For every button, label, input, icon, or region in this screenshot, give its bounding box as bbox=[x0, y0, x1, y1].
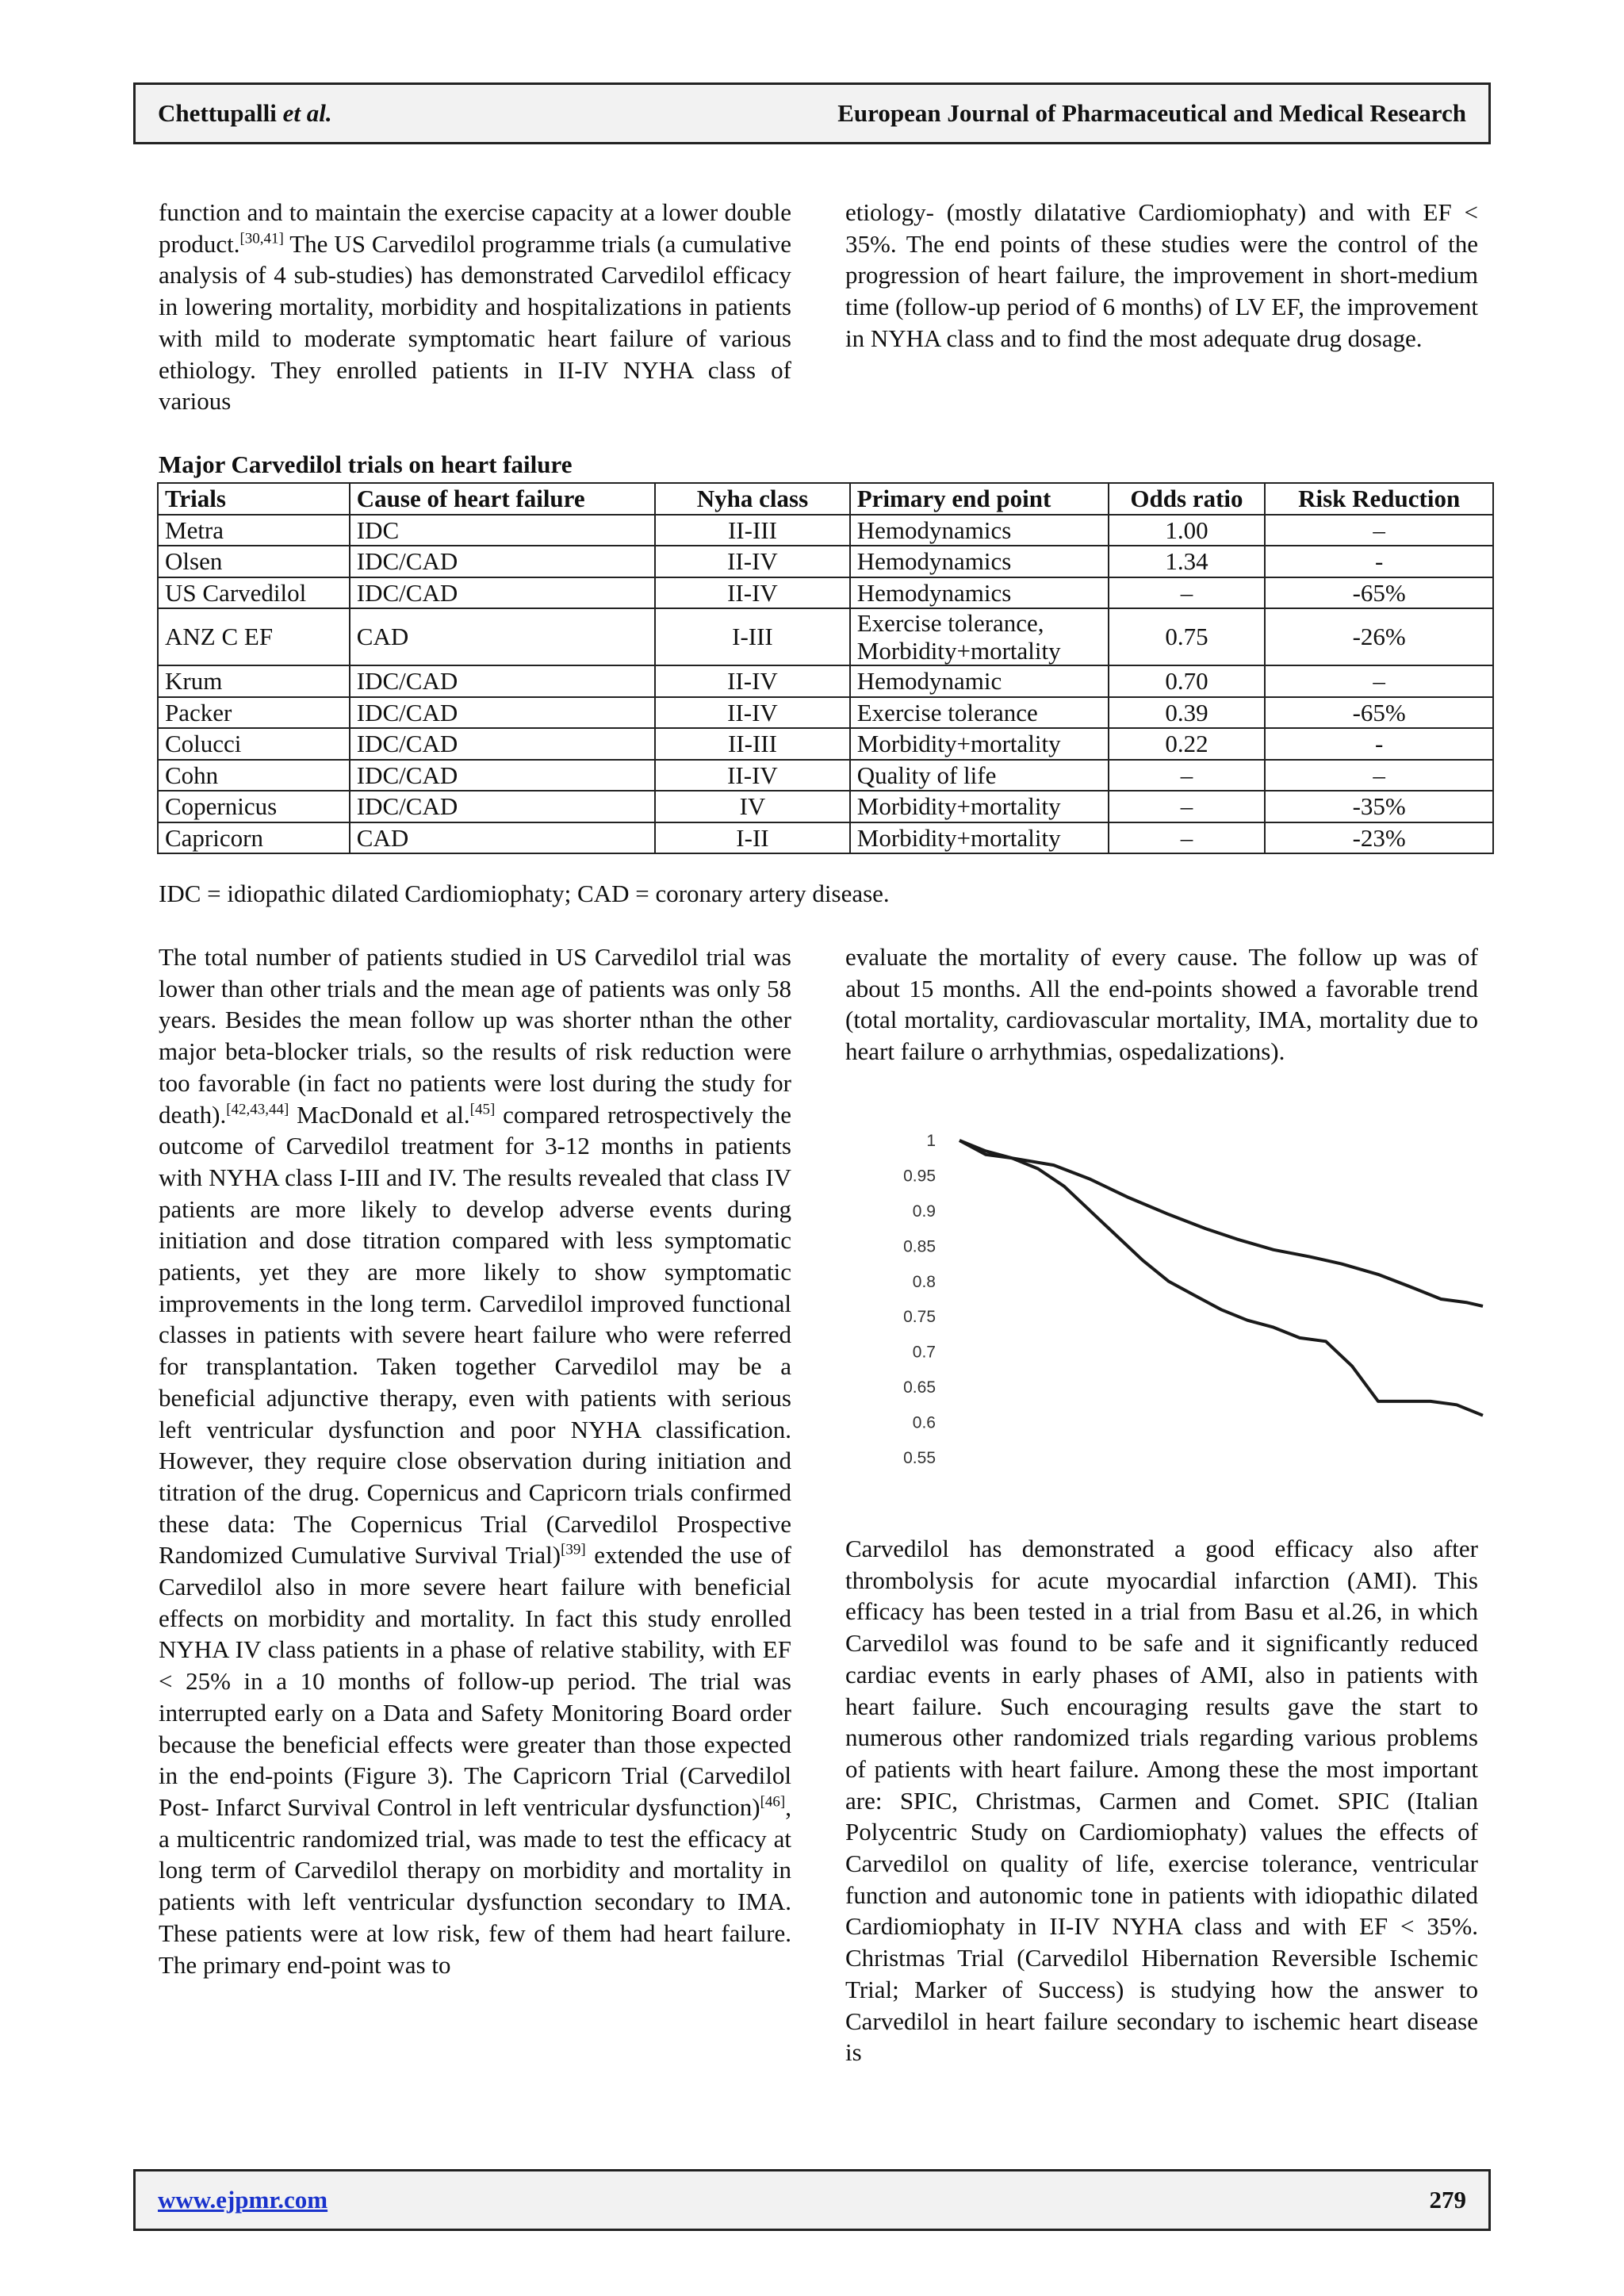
running-header bbox=[133, 82, 1491, 144]
chart-svg bbox=[888, 1125, 1507, 1474]
table-cell: II-IV bbox=[655, 546, 850, 577]
table-cell: – bbox=[1109, 791, 1266, 822]
table-cell: I-III bbox=[655, 608, 850, 665]
table-cell: Olsen bbox=[158, 546, 350, 577]
table-row bbox=[158, 546, 1493, 577]
y-tick-label: 0.55 bbox=[903, 1449, 936, 1467]
column-header: Cause of heart failure bbox=[350, 483, 655, 515]
table-cell: Hemodynamics bbox=[850, 515, 1109, 546]
table-cell: 0.75 bbox=[1109, 608, 1266, 665]
table-cell: Morbidity+mortality bbox=[850, 822, 1109, 854]
top-left-column bbox=[159, 197, 791, 417]
table-cell: – bbox=[1109, 577, 1266, 609]
website-link[interactable]: www.ejpmr.com bbox=[158, 2186, 328, 2214]
table-cell: IDC/CAD bbox=[350, 760, 655, 792]
table-cell: CAD bbox=[350, 822, 655, 854]
survival-curve-2 bbox=[959, 1140, 1483, 1416]
y-tick-label: 0.9 bbox=[912, 1202, 936, 1221]
table-cell: Hemodynamics bbox=[850, 577, 1109, 609]
paragraph: evaluate the mortality of every cause. The follow up was of about 15 months. All the end-points showed a favorable trend (total mortality, cardiovascular mortality, IMA, mortality due to heart failure o arrhythmias, ospedalizations). bbox=[845, 943, 1478, 1066]
table-cell: IDC/CAD bbox=[350, 665, 655, 697]
table-cell: II-III bbox=[655, 728, 850, 760]
column-header: Primary end point bbox=[850, 483, 1109, 515]
table-cell: 0.39 bbox=[1109, 697, 1266, 729]
column-header: Nyha class bbox=[655, 483, 850, 515]
page-number: 279 bbox=[1429, 2186, 1466, 2214]
table-cell: II-III bbox=[655, 515, 850, 546]
table-cell: - bbox=[1265, 546, 1493, 577]
y-tick-label: 0.7 bbox=[912, 1343, 936, 1362]
table-cell: Krum bbox=[158, 665, 350, 697]
table-cell: Colucci bbox=[158, 728, 350, 760]
paragraph: function and to maintain the exercise capacity at a lower double product.[30,41] The US Carvedilol programme trials (a cumulative analysis of 4 sub-studies) has demonstrated Carvedilol efficacy in lowering mortality, morbidity and hospitalizations in patients with mild to moderate symptomatic heart failure of various ethiology. They enrolled patients in II-IV NYHA class of various bbox=[159, 198, 791, 416]
survival-chart bbox=[888, 1125, 1507, 1474]
table-cell: Hemodynamic bbox=[850, 665, 1109, 697]
table-row bbox=[158, 515, 1493, 546]
table-cell: CAD bbox=[350, 608, 655, 665]
table-cell: II-IV bbox=[655, 697, 850, 729]
table-cell: 0.22 bbox=[1109, 728, 1266, 760]
table-cell-multiline bbox=[850, 608, 1109, 665]
table-cell: IDC/CAD bbox=[350, 791, 655, 822]
y-tick-label: 0.6 bbox=[912, 1413, 936, 1432]
paragraph: etiology- (mostly dilatative Cardiomiophaty) and with EF < 35%. The end points of these studies were the control of the progression of heart failure, the improvement in short-medium time (follow-up period of 6 months) of LV EF, the improvement in NYHA class and to find the most adequate drug dosage. bbox=[845, 198, 1478, 352]
table-cell: Cohn bbox=[158, 760, 350, 792]
table-cell: – bbox=[1109, 760, 1266, 792]
table-cell: – bbox=[1265, 760, 1493, 792]
citation: [46] bbox=[760, 1793, 786, 1811]
table-cell: I-II bbox=[655, 822, 850, 854]
table-cell: Metra bbox=[158, 515, 350, 546]
table-cell: US Carvedilol bbox=[158, 577, 350, 609]
table-row bbox=[158, 760, 1493, 792]
table-cell: -35% bbox=[1265, 791, 1493, 822]
table-row bbox=[158, 728, 1493, 760]
endpoint-line: Exercise tolerance, bbox=[856, 609, 1044, 637]
header-journal: European Journal of Pharmaceutical and Medical Research bbox=[837, 99, 1466, 127]
y-tick-label: 0.65 bbox=[903, 1378, 936, 1397]
table-row bbox=[158, 608, 1493, 665]
table-cell: Morbidity+mortality bbox=[850, 728, 1109, 760]
table-header-row bbox=[158, 483, 1493, 515]
table-cell: IDC bbox=[350, 515, 655, 546]
table-cell: II-IV bbox=[655, 665, 850, 697]
table-cell: 0.70 bbox=[1109, 665, 1266, 697]
column-header: Trials bbox=[158, 483, 350, 515]
table-row bbox=[158, 665, 1493, 697]
table-cell: - bbox=[1265, 728, 1493, 760]
bottom-right-column-1 bbox=[845, 941, 1478, 1068]
table-cell: Capricorn bbox=[158, 822, 350, 854]
y-tick-label: 0.85 bbox=[903, 1237, 936, 1256]
table-cell: -23% bbox=[1265, 822, 1493, 854]
table-cell: Quality of life bbox=[850, 760, 1109, 792]
table-cell: 1.00 bbox=[1109, 515, 1266, 546]
bottom-left-column bbox=[159, 941, 791, 1980]
paragraph: The total number of patients studied in US Carvedilol trial was lower than other trials and the mean age of patients was only 58 years. Besides the mean follow up was shorter nthan the other major beta-blocker trials, so the results of risk reduction were too favorable (in fact no patients were lost during the study for death).[42,43,44] MacDonald et al.[45] compared retrospectively the outcome of Carvedilol treatment for 3-12 months in patients with NYHA class I-III and IV. The results revealed that class IV patients are more likely to develop adverse events during initiation and dose titration compared with less symptomatic patients, yet they are more likely to show symptomatic improvements in the long term. Carvedilol improved functional classes in patients with severe heart failure who were referred for transplantation. Taken together Carvedilol may be a beneficial adjunctive therapy, even with patients with serious left ventricular dysfunction and poor NYHA classification. However, they require close observation during initiation and titration of the drug. Copernicus and Capricorn trials confirmed these data: The Copernicus Trial (Carvedilol Prospective Randomized Cumulative Survival Trial)[39] extended the use of Carvedilol also in more severe heart failure with beneficial effects on morbidity and mortality. In fact this study enrolled NYHA IV class patients in a phase of relative stability, with EF < 25% in a 10 months of follow-up period. The trial was interrupted early on a Data and Safety Monitoring Board order because the beneficial effects were greater than those expected in the end-points (Figure 3). The Capricorn Trial (Carvedilol Post- Infarct Survival Control in left ventricular dysfunction)[46], a multicentric randomized trial, was made to test the efficacy at long term of Carvedilol therapy on morbidity and mortality in patients with left ventricular dysfunction secondary to IMA. These patients were at low risk, few of them had heart failure. The primary end-point was to bbox=[159, 943, 791, 1979]
y-tick-label: 0.8 bbox=[912, 1272, 936, 1291]
table-cell: -65% bbox=[1265, 577, 1493, 609]
page-footer bbox=[133, 2169, 1491, 2231]
table-cell: IV bbox=[655, 791, 850, 822]
column-header: Risk Reduction bbox=[1265, 483, 1493, 515]
trials-table bbox=[157, 482, 1494, 854]
paragraph: Carvedilol has demonstrated a good efficacy also after thrombolysis for acute myocardial infarction (AMI). This efficacy has been tested in a trial from Basu et al.26, in which Carvedilol was found to be safe and it significantly reduced cardiac events in early phases of AMI, also in patients with heart failure. Such encouraging results gave the start to numerous other randomized trials regarding various problems of patients with heart failure. Among these the most important are: SPIC, Christmas, Carmen and Comet. SPIC (Italian Polycentric Study on Cardiomiophaty) values the effects of Carvedilol on quality of life, exercise tolerance, ventricular function and autonomic tone in patients with idiopathic dilated Cardiomiophaty in II-IV NYHA class and with EF < 35%. Christmas Trial (Carvedilol Hibernation Reversible Ischemic Trial; Marker of Success) is studying how the answer to Carvedilol in heart failure secondary to ischemic heart disease is bbox=[845, 1535, 1478, 2067]
table-cell: – bbox=[1109, 822, 1266, 854]
header-author: Chettupalli et al. bbox=[158, 99, 332, 127]
table-row bbox=[158, 822, 1493, 854]
table-cell: Exercise tolerance bbox=[850, 697, 1109, 729]
citation: [42,43,44] bbox=[226, 1101, 289, 1118]
table-cell: – bbox=[1265, 515, 1493, 546]
endpoint-line: Morbidity+mortality bbox=[856, 637, 1061, 665]
bottom-right-column-2 bbox=[845, 1533, 1478, 2068]
table-cell: Copernicus bbox=[158, 791, 350, 822]
table-cell: II-IV bbox=[655, 760, 850, 792]
y-tick-label: 0.95 bbox=[903, 1167, 936, 1186]
table-cell: 1.34 bbox=[1109, 546, 1266, 577]
table-cell: -65% bbox=[1265, 697, 1493, 729]
citation: [39] bbox=[561, 1542, 586, 1559]
table-cell: IDC/CAD bbox=[350, 697, 655, 729]
table-cell: – bbox=[1265, 665, 1493, 697]
table-cell: IDC/CAD bbox=[350, 728, 655, 760]
column-header: Odds ratio bbox=[1109, 483, 1266, 515]
table-cell: IDC/CAD bbox=[350, 577, 655, 609]
y-tick-label: 0.75 bbox=[903, 1308, 936, 1327]
table-cell: -26% bbox=[1265, 608, 1493, 665]
table-cell: Packer bbox=[158, 697, 350, 729]
y-tick-label: 1 bbox=[926, 1132, 936, 1150]
table-cell: ANZ C EF bbox=[158, 608, 350, 665]
citation: [30,41] bbox=[239, 230, 284, 247]
table-cell: IDC/CAD bbox=[350, 546, 655, 577]
table-cell: Morbidity+mortality bbox=[850, 791, 1109, 822]
citation: [45] bbox=[469, 1101, 496, 1118]
table-row bbox=[158, 577, 1493, 609]
survival-curve-1 bbox=[959, 1140, 1483, 1306]
table-row bbox=[158, 697, 1493, 729]
table-footnote: IDC = idiopathic dilated Cardiomiophaty; CAD = coronary artery disease. bbox=[159, 880, 890, 907]
table-title: Major Carvedilol trials on heart failure bbox=[159, 450, 573, 478]
top-right-column bbox=[845, 197, 1478, 355]
table-cell: II-IV bbox=[655, 577, 850, 609]
table-cell: Hemodynamics bbox=[850, 546, 1109, 577]
table-row bbox=[158, 791, 1493, 822]
